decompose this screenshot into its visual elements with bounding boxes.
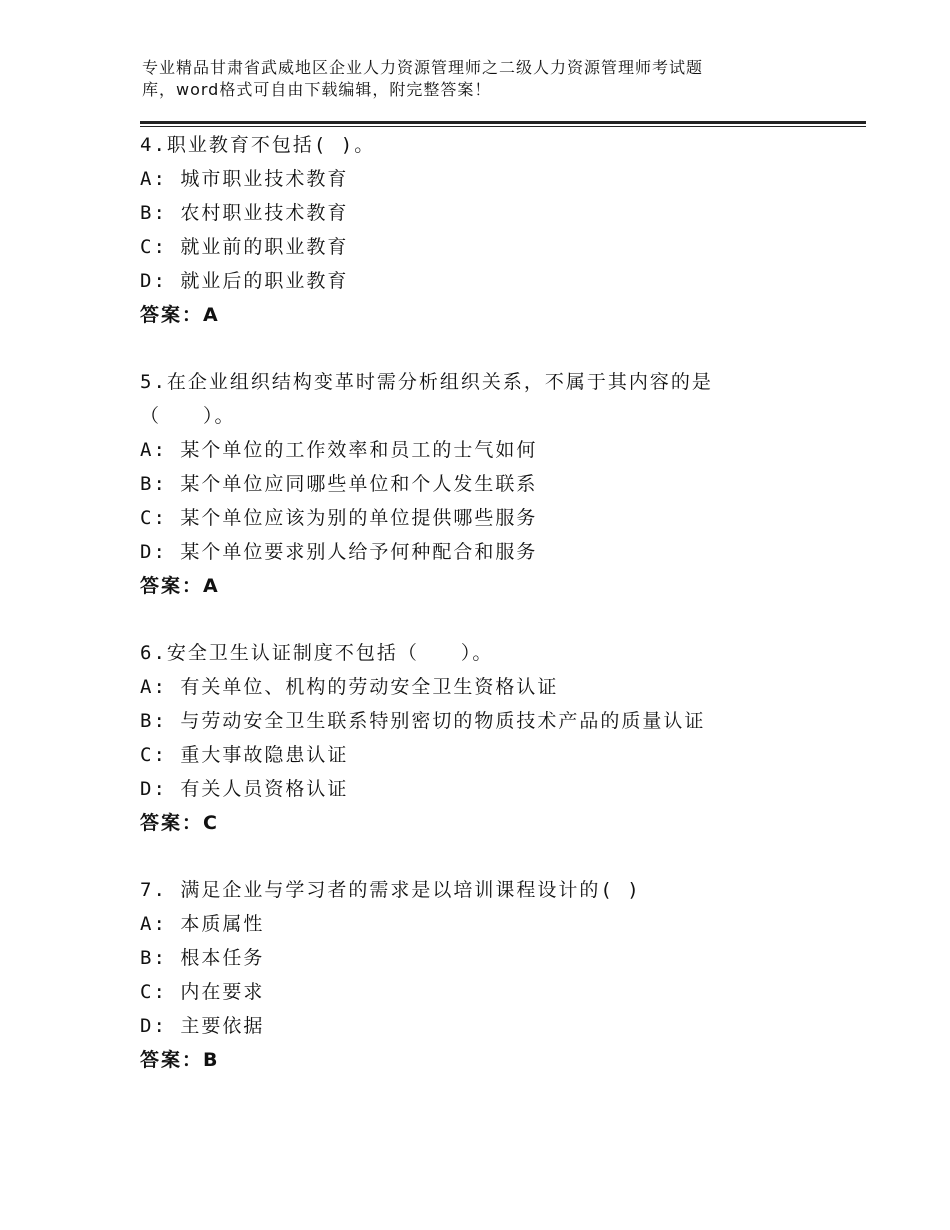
answer-line: 答案：A bbox=[140, 304, 220, 326]
question-stem-continued: （ ）。 bbox=[140, 405, 236, 427]
option-c: C: 内在要求 bbox=[140, 981, 265, 1003]
option-d: D: 主要依据 bbox=[140, 1015, 265, 1037]
option-b: B: 根本任务 bbox=[140, 947, 265, 969]
header-line-1: 专业精品甘肃省武威地区企业人力资源管理师之二级人力资源管理师考试题 bbox=[142, 58, 704, 77]
option-b: B: 与劳动安全卫生联系特别密切的物质技术产品的质量认证 bbox=[140, 710, 706, 732]
option-c: C: 就业前的职业教育 bbox=[140, 236, 349, 258]
option-c: C: 重大事故隐患认证 bbox=[140, 744, 349, 766]
option-a: A: 有关单位、机构的劳动安全卫生资格认证 bbox=[140, 676, 559, 698]
header-line-2: 库，word格式可自由下载编辑，附完整答案！ bbox=[142, 80, 492, 99]
answer-line: 答案：C bbox=[140, 812, 219, 834]
question-list bbox=[140, 128, 860, 1110]
question-stem: 5.在企业组织结构变革时需分析组织关系，不属于其内容的是 bbox=[140, 371, 713, 393]
question-7 bbox=[140, 873, 860, 1077]
option-d: D: 有关人员资格认证 bbox=[140, 778, 349, 800]
option-d: D: 就业后的职业教育 bbox=[140, 270, 349, 292]
document-header bbox=[142, 57, 842, 101]
option-c: C: 某个单位应该为别的单位提供哪些服务 bbox=[140, 507, 538, 529]
header-rule-thin bbox=[140, 126, 866, 127]
option-a: A: 某个单位的工作效率和员工的士气如何 bbox=[140, 439, 538, 461]
answer-line: 答案：A bbox=[140, 575, 220, 597]
answer-line: 答案：B bbox=[140, 1049, 220, 1071]
question-5 bbox=[140, 365, 860, 603]
option-b: B: 农村职业技术教育 bbox=[140, 202, 349, 224]
option-b: B: 某个单位应同哪些单位和个人发生联系 bbox=[140, 473, 538, 495]
option-d: D: 某个单位要求别人给予何种配合和服务 bbox=[140, 541, 538, 563]
question-6 bbox=[140, 636, 860, 840]
question-4 bbox=[140, 128, 860, 332]
option-a: A: 城市职业技术教育 bbox=[140, 168, 349, 190]
header-rule-thick bbox=[140, 121, 866, 124]
question-stem: 4.职业教育不包括( )。 bbox=[140, 134, 376, 156]
option-a: A: 本质属性 bbox=[140, 913, 265, 935]
question-stem: 6.安全卫生认证制度不包括（ ）。 bbox=[140, 642, 494, 664]
question-stem: 7. 满足企业与学习者的需求是以培训课程设计的( ) bbox=[140, 879, 641, 901]
